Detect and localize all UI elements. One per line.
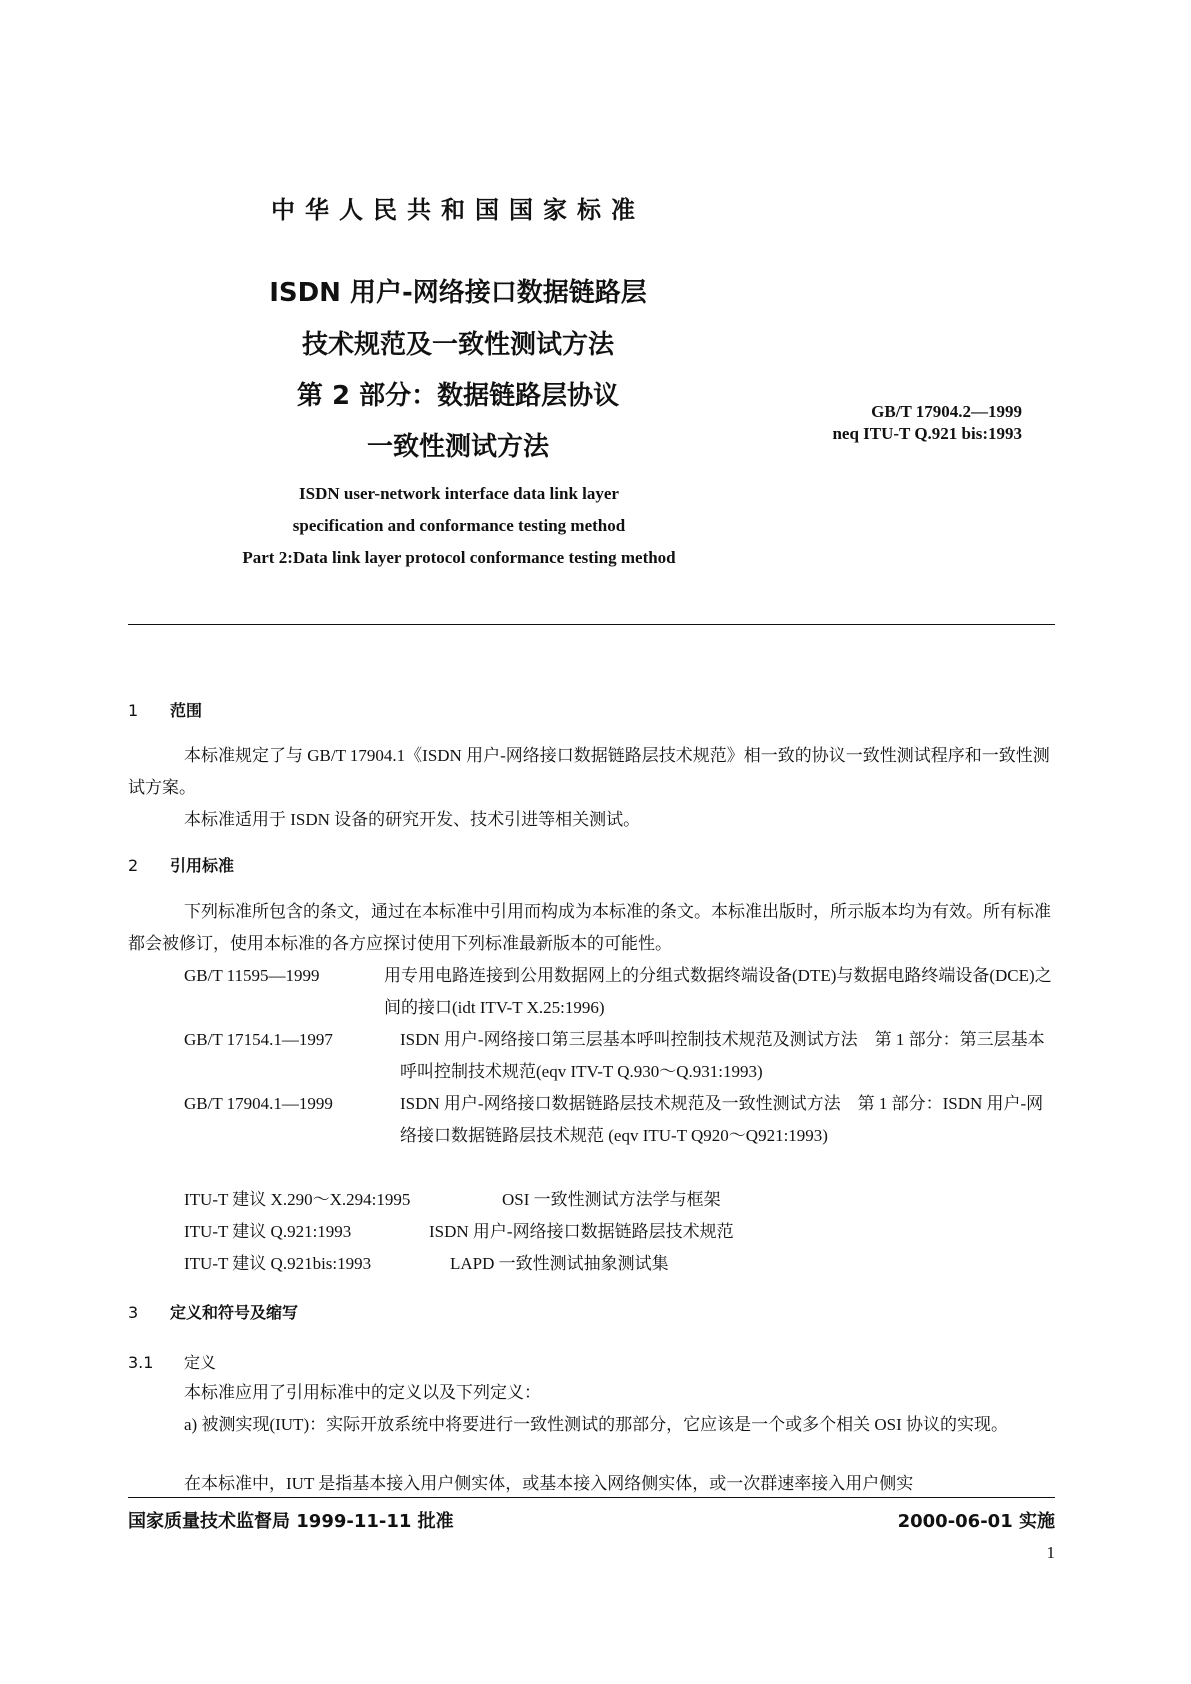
standard-code (760, 401, 1022, 445)
approval-date: 国家质量技术监督局 1999-11-11 批准 (128, 1511, 454, 1532)
section-2-heading (128, 853, 234, 876)
reference-code: GB/T 11595—1999 (184, 966, 320, 985)
subsection-title: 定义 (184, 1353, 217, 1372)
section-1-heading (128, 698, 202, 721)
reference-text: LAPD 一致性测试抽象测试集 (450, 1254, 669, 1273)
section-number: 2 (128, 856, 139, 875)
en-title-line-3: Part 2:Data link layer protocol conformance testing method (242, 548, 676, 567)
cn-title-line-2: 技术规范及一致性测试方法 (301, 330, 614, 360)
reference-item (184, 1184, 1055, 1216)
section-number: 3 (128, 1303, 139, 1322)
en-title-line-2: specification and conformance testing method (292, 516, 626, 535)
reference-item (184, 1088, 1055, 1152)
standard-number: GB/T 17904.2—1999 (871, 402, 1022, 421)
reference-item (184, 1248, 1055, 1280)
reference-text: 用专用电路连接到公用数据网上的分组式数据终端设备(DTE)与数据电路终端设备(DCE)之间的接口(idt ITV-T X.25:1996) (384, 966, 1052, 1017)
reference-code: GB/T 17904.1—1999 (184, 1094, 333, 1113)
reference-item (184, 960, 1055, 1024)
subsection-number: 3.1 (128, 1353, 154, 1372)
section-1-paragraph-1: 本标准规定了与 GB/T 17904.1《ISDN 用户-网络接口数据链路层技术规范》相一致的协议一致性测试程序和一致性测试方案。 (128, 746, 1050, 797)
reference-code: ITU-T 建议 Q.921:1993 (184, 1222, 352, 1241)
equivalence-note: neq ITU-T Q.921 bis:1993 (832, 424, 1022, 443)
page-number: 1 (1046, 1543, 1055, 1562)
section-3-paragraph-1: 本标准应用了引用标准中的定义以及下列定义： (184, 1383, 541, 1402)
reference-item (184, 1216, 1055, 1248)
reference-code: GB/T 17154.1—1997 (184, 1030, 333, 1049)
definition-iut: a) 被测实现(IUT)：实际开放系统中将要进行一致性测试的那部分，它应该是一个或多个相关 OSI 协议的实现。 (184, 1415, 1008, 1434)
reference-text: ISDN 用户-网络接口第三层基本呼叫控制技术规范及测试方法 第 1 部分：第三层基本呼叫控制技术规范(eqv ITV-T Q.930～Q.931:1993) (400, 1030, 1045, 1081)
effective-date: 2000-06-01 实施 (897, 1511, 1055, 1532)
section-2-paragraph-1: 下列标准所包含的条文，通过在本标准中引用而构成为本标准的条文。本标准出版时，所示版本均为有效。所有标准都会被修订，使用本标准的各方应探讨使用下列标准最新版本的可能性。 (128, 902, 1051, 953)
section-title: 引用标准 (170, 856, 235, 875)
cn-title-line-1: ISDN 用户-网络接口数据链路层 (269, 278, 647, 308)
footer-divider (128, 1497, 1055, 1498)
section-number: 1 (128, 701, 139, 720)
section-3-heading (128, 1300, 298, 1323)
reference-item (184, 1024, 1055, 1088)
reference-text: OSI 一致性测试方法学与框架 (502, 1190, 721, 1209)
reference-code: ITU-T 建议 X.290～X.294:1995 (184, 1190, 411, 1209)
section-1-paragraph-2: 本标准适用于 ISDN 设备的研究开发、技术引进等相关测试。 (184, 810, 641, 829)
section-title: 定义和符号及缩写 (170, 1303, 299, 1322)
reference-text: ISDN 用户-网络接口数据链路层技术规范及一致性测试方法 第 1 部分：ISDN 用户-网络接口数据链路层技术规范 (eqv ITU-T Q920～Q921:1993) (400, 1094, 1044, 1145)
header-divider (128, 624, 1055, 625)
reference-code: ITU-T 建议 Q.921bis:1993 (184, 1254, 372, 1273)
section-title: 范围 (170, 701, 203, 720)
cn-title-line-4: 一致性测试方法 (366, 432, 549, 462)
section-3-paragraph-3: 在本标准中，IUT 是指基本接入用户侧实体，或基本接入网络侧实体，或一次群速率接入用户侧实 (184, 1474, 914, 1493)
subsection-3-1-heading (128, 1350, 216, 1373)
reference-text: ISDN 用户-网络接口数据链路层技术规范 (429, 1222, 734, 1241)
cn-title-line-3: 第 2 部分：数据链路层协议 (296, 381, 620, 411)
national-standard-title: 中华人民共和国国家标准 (271, 196, 645, 224)
en-title-line-1: ISDN user-network interface data link layer (299, 484, 619, 503)
